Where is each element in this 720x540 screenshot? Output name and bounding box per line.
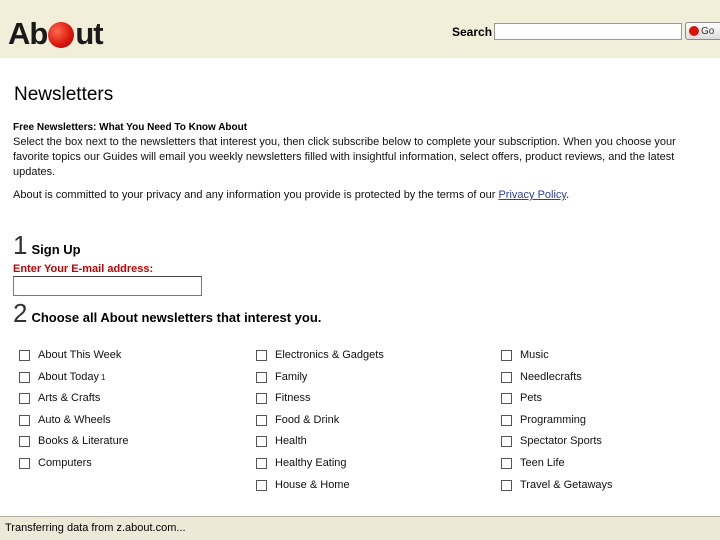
newsletter-option[interactable] (256, 414, 339, 426)
newsletter-option[interactable] (256, 349, 384, 361)
checkbox[interactable] (256, 372, 267, 383)
email-label: Enter Your E-mail address: (13, 263, 154, 275)
newsletter-option[interactable] (256, 479, 350, 491)
newsletter-label: Spectator Sports (520, 435, 602, 447)
newsletter-option[interactable] (19, 349, 121, 361)
search-input[interactable] (494, 23, 682, 40)
privacy-text: About is committed to your privacy and any information you provide is protected by the terms of our (13, 189, 499, 201)
checkbox[interactable] (256, 458, 267, 469)
search-label: Search (452, 25, 493, 39)
newsletter-label: Healthy Eating (275, 457, 347, 469)
newsletter-option[interactable] (501, 371, 582, 383)
checkbox[interactable] (19, 350, 30, 361)
newsletter-label: Auto & Wheels (38, 414, 111, 426)
go-button-label: Go (701, 25, 715, 37)
page-title: Newsletters (14, 84, 114, 105)
checkbox[interactable] (256, 393, 267, 404)
newsletter-label: Food & Drink (275, 414, 340, 426)
checkbox[interactable] (19, 372, 30, 383)
site-header (0, 0, 720, 58)
about-logo[interactable] (8, 14, 103, 54)
newsletter-label: Needlecrafts (520, 371, 582, 383)
checkbox[interactable] (501, 436, 512, 447)
logo-text-left: Ab (8, 16, 48, 51)
newsletter-option[interactable] (19, 435, 129, 447)
newsletter-label: Programming (520, 414, 587, 426)
privacy-notice (13, 189, 569, 201)
footnote-marker: 1 (100, 372, 106, 382)
checkbox[interactable] (19, 393, 30, 404)
checkbox[interactable] (19, 415, 30, 426)
checkbox[interactable] (501, 393, 512, 404)
newsletter-label: House & Home (275, 479, 350, 491)
privacy-policy-link[interactable]: Privacy Policy (498, 189, 567, 201)
newsletter-option[interactable] (256, 457, 347, 469)
newsletter-option[interactable] (501, 435, 602, 447)
checkbox[interactable] (256, 480, 267, 491)
checkbox[interactable] (501, 480, 512, 491)
newsletter-label: About Today (38, 371, 99, 383)
newsletter-label: Fitness (275, 392, 311, 404)
step-title: Sign Up (31, 242, 81, 257)
checkbox[interactable] (256, 436, 267, 447)
checkbox[interactable] (501, 350, 512, 361)
newsletter-label: About This Week (38, 349, 122, 361)
newsletter-option[interactable] (501, 392, 542, 404)
newsletter-label: Health (275, 435, 307, 447)
newsletter-label: Travel & Getaways (520, 479, 613, 491)
go-button[interactable] (685, 22, 720, 40)
checkbox[interactable] (256, 415, 267, 426)
newsletter-option[interactable] (256, 371, 307, 383)
newsletter-label: Electronics & Gadgets (275, 349, 384, 361)
newsletter-option[interactable] (19, 392, 100, 404)
newsletter-option[interactable] (501, 414, 586, 426)
checkbox[interactable] (501, 372, 512, 383)
step-number: 2 (13, 298, 28, 328)
newsletter-label: Arts & Crafts (38, 392, 101, 404)
section-subhead: Free Newsletters: What You Need To Know About (13, 122, 248, 133)
privacy-end: . (566, 189, 570, 201)
newsletter-label: Teen Life (520, 457, 565, 469)
step-sign-up (13, 232, 81, 258)
checkbox[interactable] (501, 415, 512, 426)
step-number: 1 (13, 230, 28, 260)
checkbox[interactable] (501, 458, 512, 469)
checkbox[interactable] (19, 458, 30, 469)
newsletter-label: Music (520, 349, 549, 361)
newsletter-option[interactable] (256, 435, 307, 447)
browser-status-bar (0, 516, 720, 540)
logo-ball-icon (48, 22, 74, 48)
step-title: Choose all About newsletters that interest you. (31, 310, 322, 325)
newsletter-option[interactable] (501, 349, 549, 361)
go-icon (689, 26, 699, 36)
newsletter-option[interactable] (19, 414, 111, 426)
checkbox[interactable] (256, 350, 267, 361)
newsletter-option[interactable] (19, 371, 105, 383)
newsletter-label: Books & Literature (38, 435, 129, 447)
newsletter-option[interactable] (19, 457, 92, 469)
newsletter-label: Computers (38, 457, 92, 469)
checkbox[interactable] (19, 436, 30, 447)
status-text: Transferring data from z.about.com... (5, 522, 186, 534)
step-choose-newsletters (13, 300, 321, 326)
email-field[interactable] (13, 276, 202, 296)
logo-text-right: ut (75, 16, 103, 51)
newsletter-option[interactable] (501, 479, 613, 491)
newsletter-option[interactable] (501, 457, 565, 469)
newsletter-label: Pets (520, 392, 543, 404)
intro-text: Select the box next to the newsletters that interest you, then click subscribe below to complete your subscription. When you choose your favorite topics our Guides will email you weekly newsletters filled with insightful information, select offers, product reviews, and the latest updates. (13, 136, 676, 178)
newsletter-option[interactable] (256, 392, 310, 404)
newsletter-label: Family (275, 371, 308, 383)
